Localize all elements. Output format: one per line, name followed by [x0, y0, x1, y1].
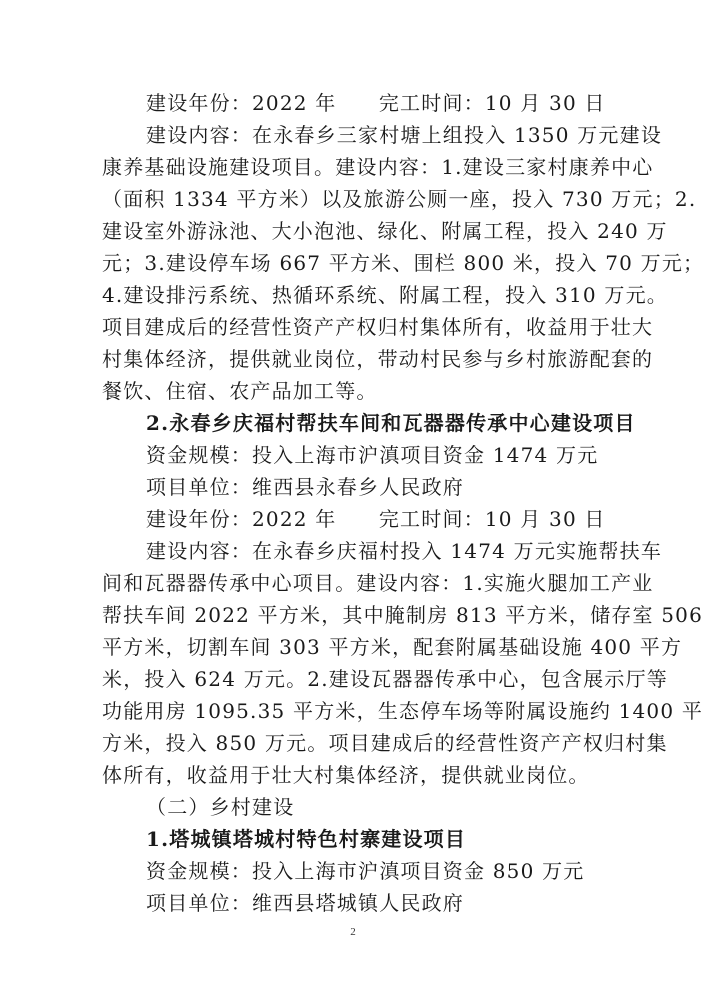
text-line: 建设内容：在永春乡庆福村投入 1474 万元实施帮扶车: [146, 539, 663, 563]
text-line: 餐饮、住宿、农产品加工等。: [102, 379, 378, 403]
text-line: 元；3.建设停车场 667 平方米、围栏 800 米，投入 70 万元；: [102, 251, 705, 275]
text-line: （二）乡村建设: [146, 795, 295, 819]
page-number: 2: [350, 926, 356, 938]
text-line: 资金规模：投入上海市沪滇项目资金 850 万元: [146, 859, 585, 883]
text-line: 资金规模：投入上海市沪滇项目资金 1474 万元: [146, 443, 599, 467]
text-line: 建设室外游泳池、大小泡池、绿化、附属工程，投入 240 万: [102, 219, 668, 243]
text-line: 功能用房 1095.35 平方米，生态停车场等附属设施约 1400 平: [102, 699, 704, 723]
document-body: [102, 87, 705, 919]
text-line: 方米，投入 850 万元。项目建成后的经营性资产产权归村集: [102, 731, 668, 755]
text-line: 平方米，切割车间 303 平方米，配套附属基础设施 400 平方: [102, 635, 683, 659]
text-line: 建设内容：在永春乡三家村塘上组投入 1350 万元建设: [146, 123, 663, 147]
text-line: 帮扶车间 2022 平方米，其中腌制房 813 平方米，储存室 506: [102, 603, 704, 627]
text-line: 米，投入 624 万元。2.建设瓦器器传承中心，包含展示厅等: [102, 667, 668, 691]
text-line: 康养基础设施建设项目。建设内容：1.建设三家村康养中心: [102, 155, 654, 179]
text-line: 项目单位：维西县塔城镇人民政府: [146, 891, 464, 915]
text-line: 项目单位：维西县永春乡人民政府: [146, 475, 464, 499]
section-heading: 2.永春乡庆福村帮扶车间和瓦器器传承中心建设项目: [146, 411, 636, 435]
text-line: 间和瓦器器传承中心项目。建设内容：1.实施火腿加工产业: [102, 571, 654, 595]
text-line: 4.建设排污系统、热循环系统、附属工程，投入 310 万元。: [102, 283, 668, 307]
text-line: 村集体经济，提供就业岗位，带动村民参与乡村旅游配套的: [102, 347, 654, 371]
text-line: 体所有，收益用于壮大村集体经济，提供就业岗位。: [102, 763, 590, 787]
section-heading: 1.塔城镇塔城村特色村寨建设项目: [146, 827, 467, 851]
text-line: （面积 1334 平方米）以及旅游公厕一座，投入 730 万元；2.: [102, 187, 697, 211]
text-line: 建设年份：2022 年 完工时间：10 月 30 日: [146, 91, 606, 115]
text-line: 建设年份：2022 年 完工时间：10 月 30 日: [146, 507, 606, 531]
text-line: 项目建成后的经营性资产产权归村集体所有，收益用于壮大: [102, 315, 654, 339]
